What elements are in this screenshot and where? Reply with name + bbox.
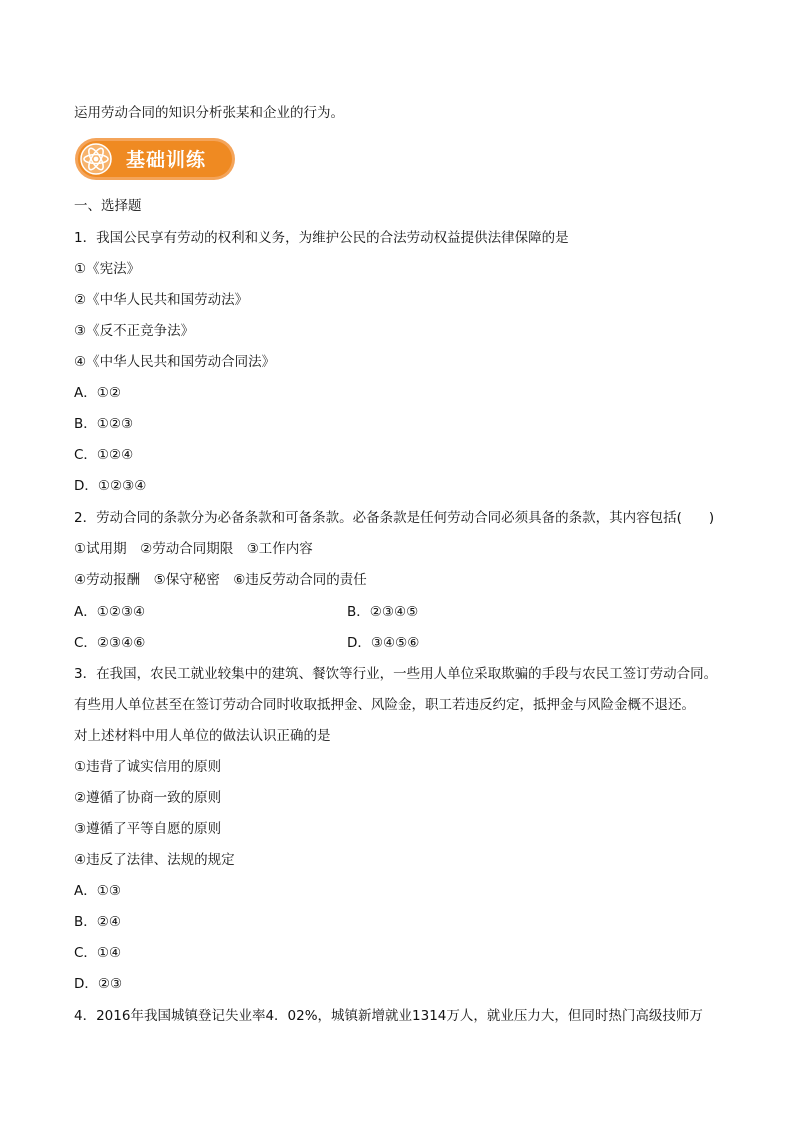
atom-icon (81, 144, 111, 174)
question-3-stem: 3．在我国，农民工就业较集中的建筑、餐饮等行业，一些用人单位采取欺骗的手段与农民工签订劳动合同。 (74, 666, 718, 682)
question-3-stem: 对上述材料中用人单位的做法认识正确的是 (74, 728, 331, 744)
question-3-item: ②遵循了协商一致的原则 (74, 790, 222, 806)
question-3-option-c: C．①④ (74, 945, 122, 961)
question-3-item: ①违背了诚实信用的原则 (74, 759, 222, 775)
question-2-option-b: B．②③④⑤ (347, 604, 419, 620)
question-1-option-a: A．①② (74, 385, 121, 401)
question-3-item: ④违反了法律、法规的规定 (74, 852, 235, 868)
question-1-option-d: D．①②③④ (74, 478, 147, 494)
badge-label: 基础训练 (126, 149, 207, 171)
question-1-option-c: C．①②④ (74, 447, 134, 463)
question-4-stem: 4．2016年我国城镇登记失业率4．02%，城镇新增就业1314万人，就业压力大，但同时热门高级技师万 (74, 1008, 703, 1024)
section-title: 一、选择题 (74, 198, 142, 214)
section-badge (74, 137, 236, 181)
question-1-item: ③《反不正竞争法》 (74, 323, 195, 339)
question-2-stem: 2．劳动合同的条款分为必备条款和可备条款。必备条款是任何劳动合同必须具备的条款，其内容包括( ) (74, 510, 715, 526)
question-2-option-d: D．③④⑤⑥ (347, 635, 420, 651)
question-1-option-b: B．①②③ (74, 416, 134, 432)
question-3-option-b: B．②④ (74, 914, 121, 930)
question-3-option-d: D．②③ (74, 976, 123, 992)
question-3-stem: 有些用人单位甚至在签订劳动合同时收取抵押金、风险金，职工若违反约定，抵押金与风险金概不退还。 (74, 697, 695, 713)
intro-text: 运用劳动合同的知识分析张某和企业的行为。 (74, 105, 344, 121)
question-1-item: ②《中华人民共和国劳动法》 (74, 292, 249, 308)
question-1-item: ①《宪法》 (74, 261, 141, 277)
question-3-option-a: A．①③ (74, 883, 121, 899)
question-1-item: ④《中华人民共和国劳动合同法》 (74, 354, 276, 370)
question-2-option-a: A．①②③④ (74, 604, 146, 620)
question-2-item: ①试用期 ②劳动合同期限 ③工作内容 (74, 541, 313, 557)
question-1-stem: 1．我国公民享有劳动的权利和义务，为维护公民的合法劳动权益提供法律保障的是 (74, 230, 569, 246)
question-2-option-c: C．②③④⑥ (74, 635, 146, 651)
question-2-item: ④劳动报酬 ⑤保守秘密 ⑥违反劳动合同的责任 (74, 572, 367, 588)
question-3-item: ③遵循了平等自愿的原则 (74, 821, 222, 837)
